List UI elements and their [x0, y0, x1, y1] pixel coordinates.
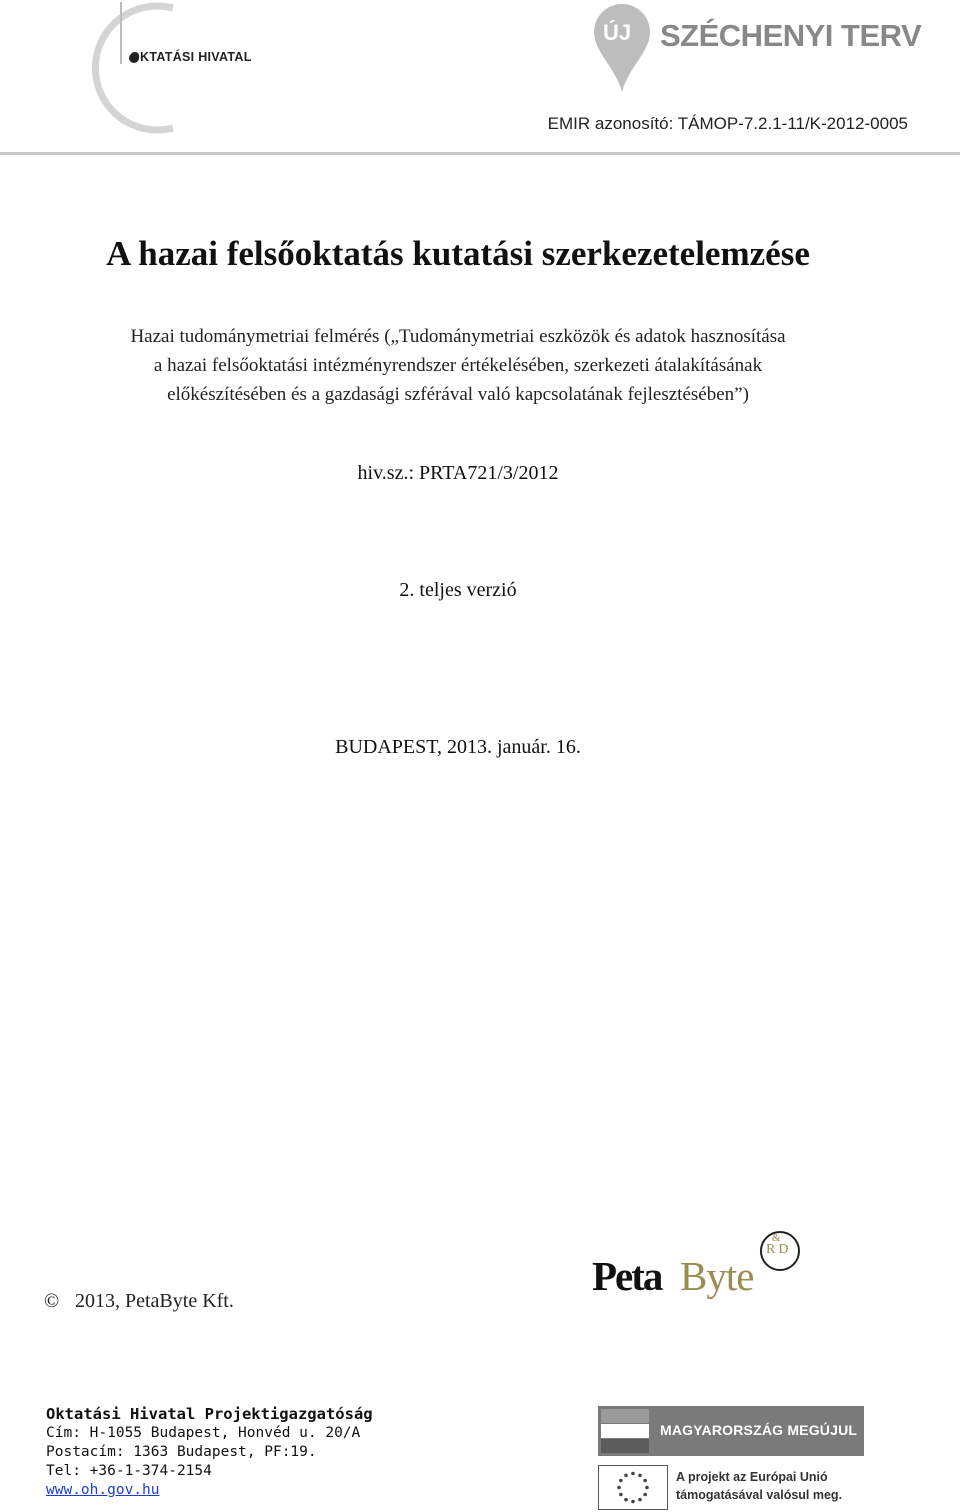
document-date: BUDAPEST, 2013. január. 16.: [335, 736, 581, 758]
copyright-text: 2013, PetaByte Kft.: [75, 1290, 234, 1312]
emir-identifier: EMIR azonosító: TÁMOP-7.2.1-11/K-2012-0005: [547, 114, 908, 133]
oktatasi-hivatal-logo-text: OKTATÁSI HIVATAL: [130, 50, 252, 64]
uj-logo-mark: ÚJ: [603, 20, 632, 45]
eu-star: [631, 1500, 635, 1504]
szechenyi-terv-logo-text: SZÉCHENYI TERV: [660, 18, 922, 53]
petabyte-logo-peta: Peta: [592, 1253, 662, 1299]
footer-organization: Oktatási Hivatal Projektigazgatóság: [46, 1405, 373, 1423]
document-title: A hazai felsőoktatás kutatási szerkezetelemzése: [106, 234, 810, 273]
document-version: 2. teljes verzió: [399, 579, 517, 601]
eu-star: [617, 1486, 621, 1490]
eu-star: [624, 1498, 628, 1502]
footer-website-link[interactable]: www.oh.gov.hu: [46, 1482, 160, 1498]
eu-star: [643, 1493, 647, 1497]
reference-number: hiv.sz.: PRTA721/3/2012: [357, 462, 559, 484]
magyarorszag-megujul-text: MAGYARORSZÁG MEGÚJUL: [660, 1422, 858, 1438]
eu-star: [619, 1479, 623, 1483]
subtitle-line-3: előkészítésében és a gazdasági szférával való kapcsolatának fejlesztésében”): [167, 384, 749, 405]
copyright-icon: ©: [44, 1290, 60, 1312]
header-divider: [0, 152, 960, 155]
petabyte-logo-byte: Byte: [680, 1253, 754, 1299]
eu-star: [643, 1479, 647, 1483]
petabyte-logo-ampersand: &: [772, 1232, 781, 1244]
eu-star: [645, 1486, 649, 1490]
eu-support-line-2: támogatásával valósul meg.: [676, 1488, 843, 1502]
eu-star: [619, 1493, 623, 1497]
footer-phone: Tel: +36-1-374-2154: [46, 1463, 212, 1479]
eu-star: [631, 1472, 635, 1476]
eu-star: [638, 1474, 642, 1478]
footer-address: Cím: H-1055 Budapest, Honvéd u. 20/A: [46, 1425, 361, 1441]
eu-support-line-1: A projekt az Európai Unió: [676, 1470, 828, 1484]
petabyte-logo-rd: RD: [766, 1242, 792, 1257]
eu-star: [638, 1498, 642, 1502]
subtitle-line-2: a hazai felsőoktatási intézményrendszer értékelésében, szerkezeti átalakításának: [153, 355, 763, 376]
eu-flag-icon: [598, 1465, 668, 1510]
subtitle-line-1: Hazai tudománymetriai felmérés („Tudománymetriai eszközök és adatok hasznosítása: [130, 326, 786, 347]
footer-postal-address: Postacím: 1363 Budapest, PF:19.: [46, 1444, 317, 1460]
eu-star: [624, 1474, 628, 1478]
